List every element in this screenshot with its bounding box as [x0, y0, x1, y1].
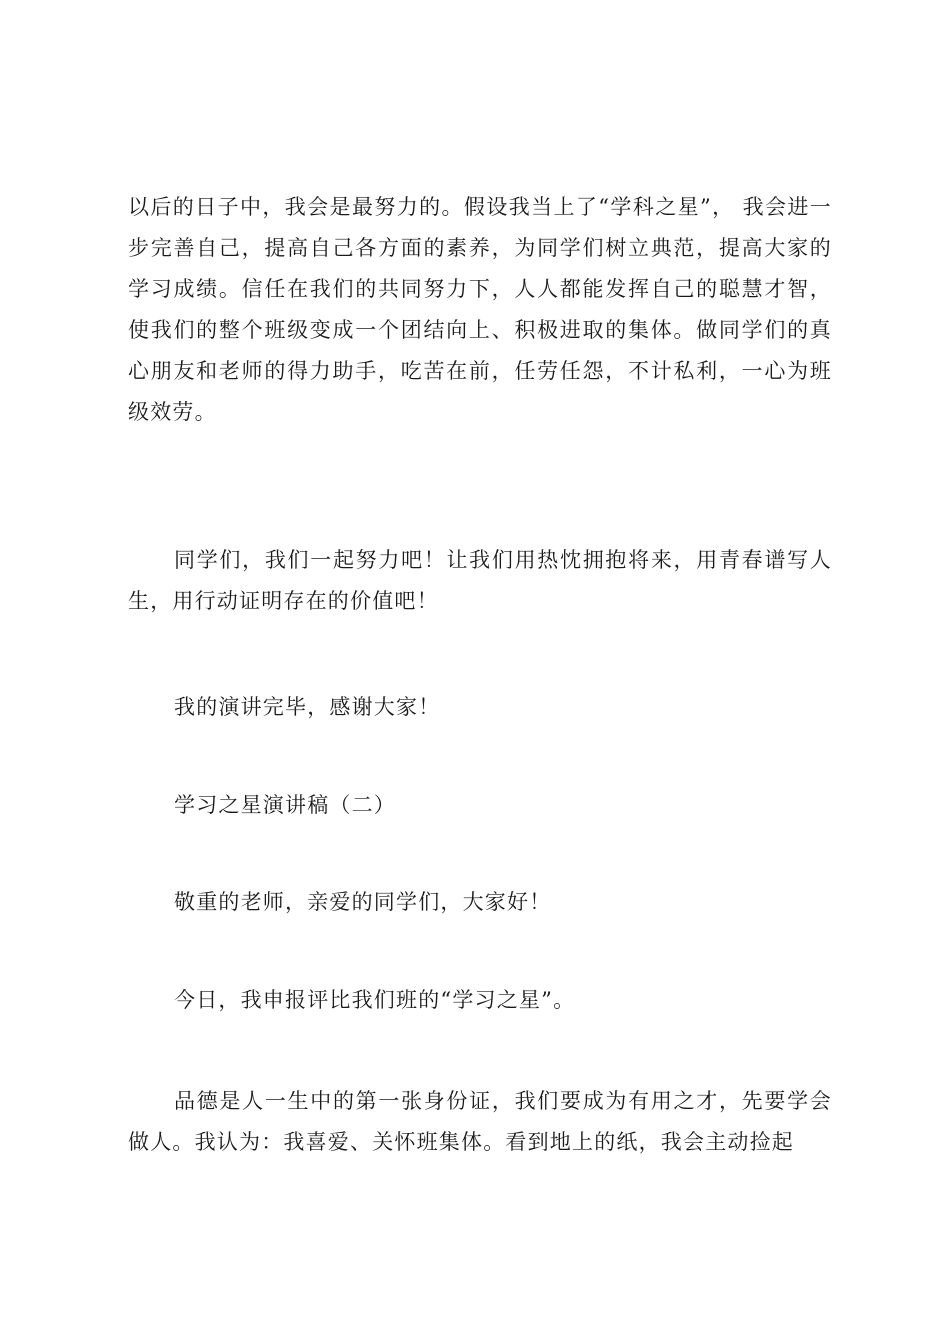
paragraph-intro: 今日，我申报评比我们班的“学习之星”。 — [174, 988, 576, 1012]
paragraph-greeting: 敬重的老师，亲爱的同学们，大家好！ — [174, 890, 552, 914]
paragraph-appeal: 同学们，我们一起努力吧！让我们用热忱拥抱将来，用青春谱写人生，用行动证明存在的价值吧！ — [128, 548, 832, 613]
paragraph-character: 品德是人一生中的第一张身份证，我们要成为有用之才，先要学会做人。我认为：我喜爱、关怀班集体。看到地上的纸，我会主动捡起 — [128, 1089, 832, 1154]
section-heading: 学习之星演讲稿（二） — [174, 793, 396, 817]
paragraph-continuation: 以后的日子中，我会是最努力的。假设我当上了“学科之星”， 我会进一步完善自己，提高自己各方面的素养，为同学们树立典范，提高大家的学习成绩。信任在我们的共同努力下，人人都能发挥自己的聪慧才智，使我们的整个班级变成一个团结向上、积极进取的集体。做同学们的真心朋友和老师的得力助手，吃苦在前，任劳任怨，不计私利，一心为班级效劳。 — [128, 195, 832, 424]
paragraph-closing: 我的演讲完毕，感谢大家！ — [174, 695, 441, 719]
